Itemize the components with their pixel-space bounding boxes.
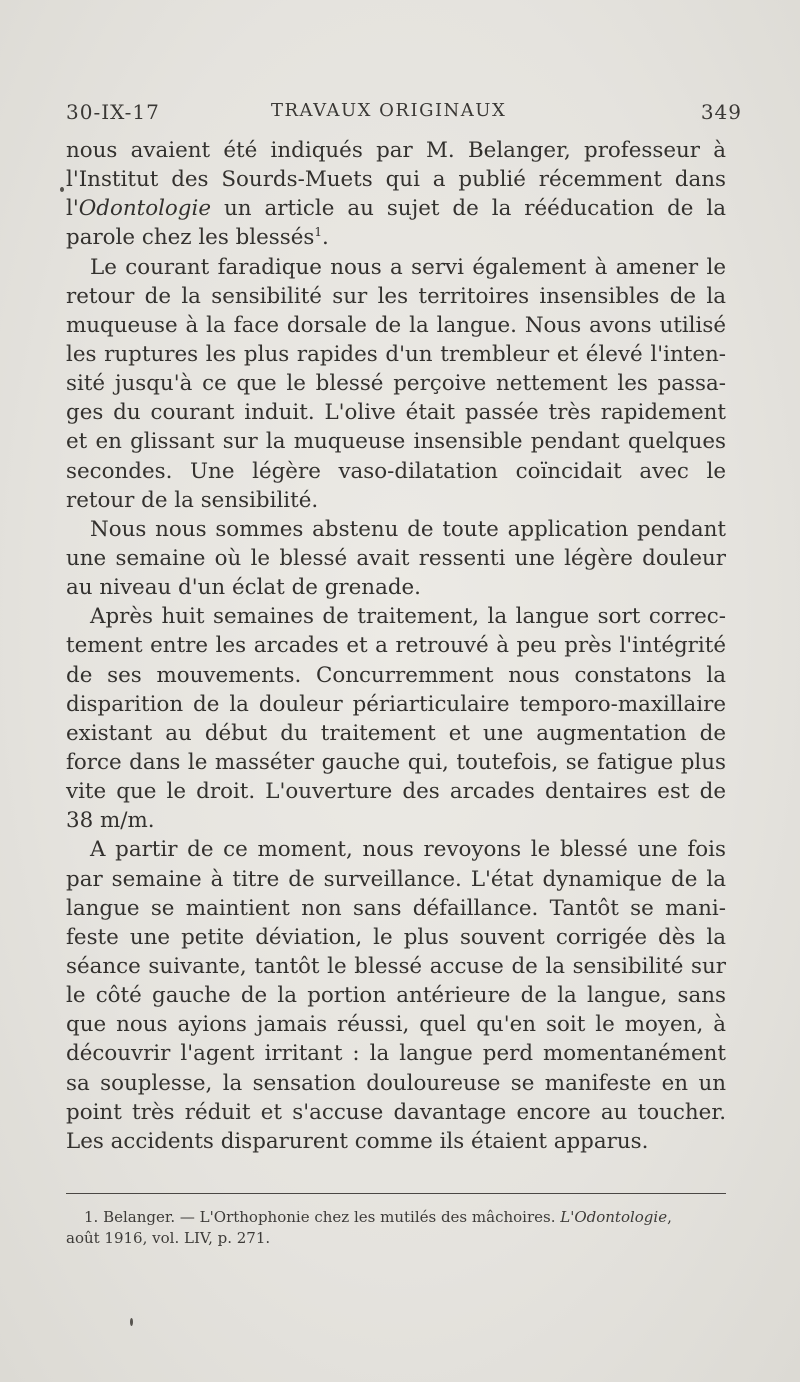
header-title: TRAVAUX ORIGINAUX xyxy=(271,100,507,121)
text-line: sa souplesse, la sensation douloureuse se manifeste en un xyxy=(66,1070,726,1096)
text-fragment: un article au sujet de la rééducation de la xyxy=(211,196,726,222)
text-line: existant au début du traitement et une augmentation de xyxy=(66,720,726,746)
text-line xyxy=(66,223,726,252)
text-line: ges du courant induit. L'olive était passée très rapidement xyxy=(66,400,726,426)
text-line: retour de la sensibilité sur les territoires insensibles de la xyxy=(66,283,726,309)
text-line: Après huit semaines de traitement, la langue sort correc- xyxy=(90,604,726,630)
paper-speck xyxy=(130,1318,133,1326)
footnote-rule xyxy=(66,1193,726,1194)
text-line: au niveau d'un éclat de grenade. xyxy=(66,575,421,601)
running-header xyxy=(66,100,742,130)
text-line: Nous nous sommes abstenu de toute application pendant xyxy=(90,516,726,542)
text-line xyxy=(66,194,726,223)
text-line: séance suivante, tantôt le blessé accuse de la sensibilité sur xyxy=(66,953,726,979)
footnote xyxy=(66,1207,726,1249)
text-line: une semaine où le blessé avait ressenti une légère douleur xyxy=(66,545,726,571)
text-fragment: l' xyxy=(66,196,79,222)
text-line: que nous ayions jamais réussi, quel qu'en soit le moyen, à xyxy=(66,1012,726,1038)
text-line: langue se maintient non sans défaillance. Tantôt se mani- xyxy=(66,895,726,921)
text-line: point très réduit et s'accuse davantage encore au toucher. xyxy=(66,1099,726,1125)
text-fragment: parole chez les blessés xyxy=(66,225,315,251)
footnote-line xyxy=(66,1207,726,1228)
text-line: Le courant faradique nous a servi également à amener le xyxy=(90,254,726,280)
text-line: secondes. Une légère vaso-dilatation coïncidait avec le xyxy=(66,458,726,484)
page-number: 349 xyxy=(700,100,742,124)
text-line: l'Institut des Sourds-Muets qui a publié récemment dans xyxy=(66,167,726,193)
footnote-text: , xyxy=(667,1208,672,1226)
text-line: tement entre les arcades et a retrouvé à peu près l'intégrité xyxy=(66,633,726,659)
text-line: découvrir l'agent irritant : la langue perd momentanément xyxy=(66,1041,726,1067)
body-text xyxy=(66,136,726,1156)
text-line: de ses mouvements. Concurremment nous constatons la xyxy=(66,662,726,688)
text-line: Les accidents disparurent comme ils étaient apparus. xyxy=(66,1128,649,1154)
text-line: 38 m/m. xyxy=(66,808,155,834)
footnote-text: 1. Belanger. — L'Orthophonie chez les mutilés des mâchoires. xyxy=(84,1208,561,1226)
text-line: retour de la sensibilité. xyxy=(66,487,319,513)
text-line: par semaine à titre de surveillance. L'état dynamique de la xyxy=(66,866,726,892)
text-line: nous avaient été indiqués par M. Belanger, professeur à xyxy=(66,138,726,163)
text-line: les ruptures les plus rapides d'un trembleur et élevé l'inten- xyxy=(66,341,726,367)
text-line: feste une petite déviation, le plus souvent corrigée dès la xyxy=(66,924,726,950)
text-line: et en glissant sur la muqueuse insensible pendant quelques xyxy=(66,429,726,455)
journal-title: Odontologie xyxy=(78,196,212,222)
text-line: sité jusqu'à ce que le blessé perçoive nettement les passa- xyxy=(66,371,726,397)
text-line: vite que le droit. L'ouverture des arcades dentaires est de xyxy=(66,779,726,805)
text-fragment: . xyxy=(322,225,329,251)
paper-speck xyxy=(60,187,64,192)
header-date: 30-IX-17 xyxy=(66,100,160,124)
footnote-line: août 1916, vol. LIV, p. 271. xyxy=(66,1229,271,1247)
text-line: force dans le masséter gauche qui, toutefois, se fatigue plus xyxy=(66,749,726,775)
footnote-marker: 1 xyxy=(314,225,323,240)
text-line: le côté gauche de la portion antérieure de la langue, sans xyxy=(66,983,726,1009)
footnote-journal: L'Odontologie xyxy=(560,1208,668,1226)
text-line: muqueuse à la face dorsale de la langue. Nous avons utilisé xyxy=(66,312,726,338)
text-line: disparition de la douleur périarticulaire temporo-maxillaire xyxy=(66,691,726,717)
text-line: A partir de ce moment, nous revoyons le blessé une fois xyxy=(90,837,726,863)
